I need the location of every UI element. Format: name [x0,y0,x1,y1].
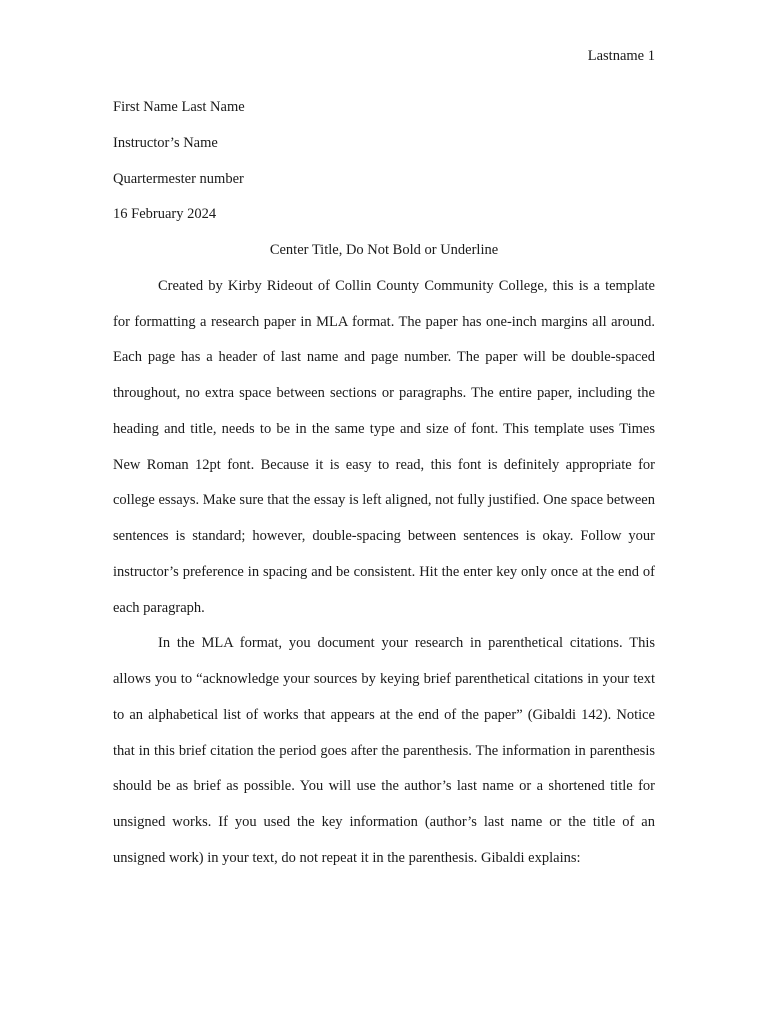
student-name: First Name Last Name [113,99,245,115]
course-name: Quartermester number [113,170,244,187]
date-line: 16 February 2024 [113,206,217,223]
instructor-name: Instructor’s Name [113,134,218,151]
running-header: Lastname 1 [587,48,655,64]
paragraph-2: In the MLA format, you document your research in parenthetical citations. This allows you to “acknowledge your sources by keying brief parenthetical citations in your text to an alphabetical list of works that appears at the end of the paper” (Gibaldi 142). Notice that in this brief citation the period goes after the parenthesis. The information in parenthesis should be as brief as possible. You will use the author’s last name or a shortened title for unsigned works. If you used the key information (author’s last name or the title of an unsigned work) in your text, do not repeat it in the parenthesis. Gibaldi explains: [113,635,655,866]
paragraph-1: Created by Kirby Rideout of Collin County Community College, this is a template for formatting a research paper in MLA format. The paper has one-inch margins all around. Each page has a header of last name and page number. The paper will be double-spaced throughout, no extra space between sections or paragraphs. The entire paper, including the heading and title, needs to be in the same type and size of font. This template uses Times New Roman 12pt font. Because it is easy to read, this font is definitely appropriate for college essays. Make sure that the essay is left aligned, not fully justified. One space between sentences is standard; however, double-spacing between sentences is okay. Follow your instructor’s preference in spacing and be consistent. Hit the enter key only once at the end of each paragraph. [113,277,655,616]
document-body [113,90,655,877]
paper-title: Center Title, Do Not Bold or Underline [269,242,499,258]
